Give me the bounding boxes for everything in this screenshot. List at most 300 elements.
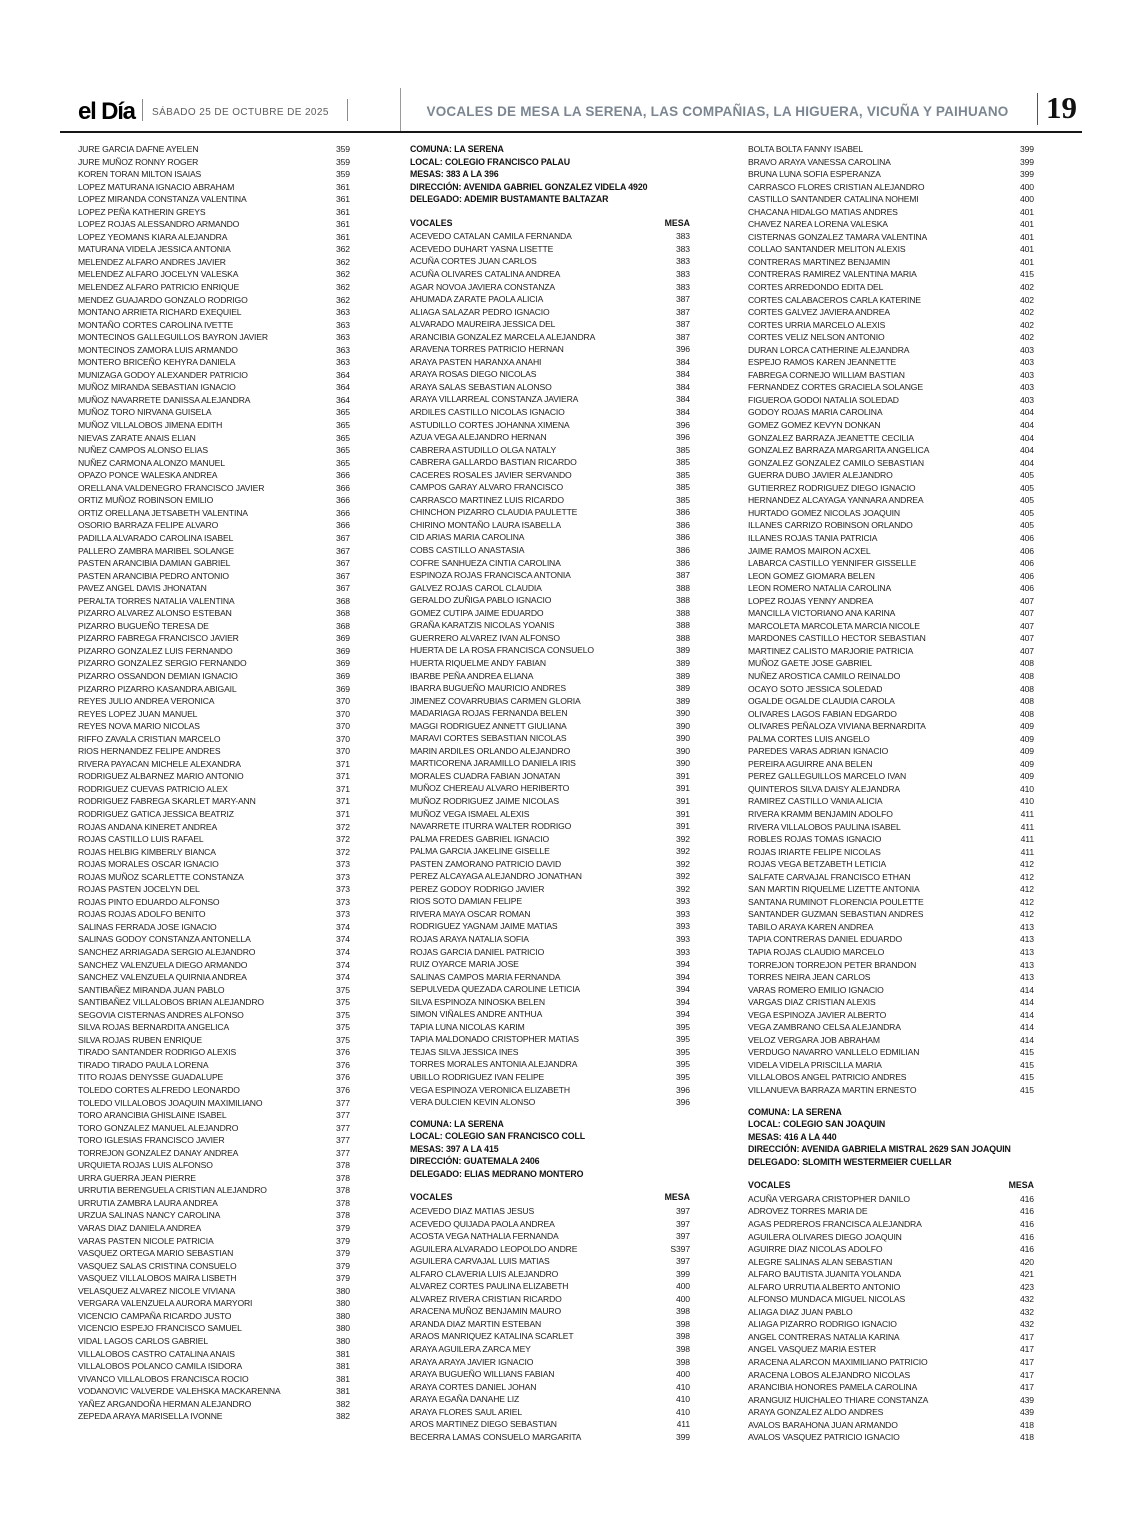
vocal-row: [410, 281, 690, 294]
vocal-row: [748, 733, 1034, 746]
vocal-row: [748, 1256, 1034, 1269]
vocal-name: MORALES CUADRA FABIAN JONATAN: [410, 770, 561, 781]
vocal-name: PIZARRO FABREGA FRANCISCO JAVIER: [78, 633, 239, 644]
mesa-number: 373: [335, 884, 350, 895]
vocal-name: AGUILERA ALVARADO LEOPOLDO ANDRE: [410, 1243, 578, 1254]
vocal-row: [748, 482, 1034, 495]
vocal-row: [78, 306, 350, 319]
vocal-row: [78, 143, 350, 156]
vocal-row: [410, 782, 690, 795]
vocal-name: ROJAS HELBIG KIMBERLY BIANCA: [78, 846, 216, 857]
mesa-number: 403: [1019, 344, 1034, 355]
vocal-row: [410, 1268, 690, 1281]
vocal-row: [748, 770, 1034, 783]
column-3: [748, 143, 1034, 1444]
vocal-row: [78, 1222, 350, 1235]
mesa-number: 406: [1019, 545, 1034, 556]
vocal-row: [748, 331, 1034, 344]
vocal-name: RAMIREZ CASTILLO VANIA ALICIA: [748, 796, 883, 807]
mesa-number: 401: [1019, 244, 1034, 255]
vocal-name: MARTINEZ CALISTO MARJORIE PATRICIA: [748, 645, 914, 656]
mesa-number: 399: [675, 1431, 690, 1442]
vocal-row: [410, 732, 690, 745]
vocal-row: [78, 532, 350, 545]
vocal-row: [748, 1071, 1034, 1084]
vocal-row: [410, 983, 690, 996]
mesa-number: 400: [675, 1281, 690, 1292]
mesa-number: 417: [1019, 1357, 1034, 1368]
vocal-row: [410, 544, 690, 557]
vocal-name: PIZARRO ALVAREZ ALONSO ESTEBAN: [78, 608, 232, 619]
mesa-number: 387: [675, 306, 690, 317]
mesa-number: 391: [675, 808, 690, 819]
mesa-number: 381: [335, 1348, 350, 1359]
vocal-name: ROJAS PINTO EDUARDO ALFONSO: [78, 896, 220, 907]
vocales-list-san-francisco-coll: [410, 1205, 690, 1443]
vocal-name: RODRIGUEZ GATICA JESSICA BEATRIZ: [78, 808, 234, 819]
vocal-name: TITO ROJAS DENYSSE GUADALUPE: [78, 1072, 224, 1083]
vocal-name: MARCOLETA MARCOLETA MARCIA NICOLE: [748, 620, 920, 631]
vocal-row: [78, 984, 350, 997]
mesa-number: 369: [335, 658, 350, 669]
mesa-number: 398: [675, 1306, 690, 1317]
vocal-name: ACOSTA VEGA NATHALIA FERNANDA: [410, 1231, 559, 1242]
vocal-row: [410, 971, 690, 984]
vocal-row: [748, 1293, 1034, 1306]
mesa-number: 377: [335, 1135, 350, 1146]
vocal-row: [78, 218, 350, 231]
mesa-number: 380: [335, 1298, 350, 1309]
mesa-number: 383: [675, 243, 690, 254]
vocales-column-label: VOCALES: [748, 1180, 791, 1191]
vocal-name: MANCILLA VICTORIANO ANA KARINA: [748, 608, 896, 619]
mesa-number: 387: [675, 319, 690, 330]
vocal-row: [410, 833, 690, 846]
page-number-divider: [1037, 93, 1038, 125]
vocal-name: CHIRINO MONTAÑO LAURA ISABELLA: [410, 519, 562, 530]
vocal-name: ILLANES ROJAS TANIA PATRICIA: [748, 532, 878, 543]
vocal-row: [748, 1046, 1034, 1059]
mesa-number: 392: [675, 858, 690, 869]
vocal-name: TORREJON GONZALEZ DANAY ANDREA: [78, 1147, 239, 1158]
vocal-row: [410, 1343, 690, 1356]
mesa-number: 390: [675, 745, 690, 756]
vocal-name: PIZARRO BUGUEÑO TERESA DE: [78, 620, 209, 631]
vocal-row: [748, 959, 1034, 972]
vocal-row: [748, 557, 1034, 570]
vocal-name: ALIAGA PIZARRO RODRIGO IGNACIO: [748, 1319, 897, 1330]
vocal-row: [78, 519, 350, 532]
vocal-row: [78, 557, 350, 570]
location-info-line: DELEGADO: SLOMITH WESTERMEIER CUELLAR: [748, 1156, 952, 1167]
mesa-number: 361: [335, 181, 350, 192]
vocal-name: OCAYO SOTO JESSICA SOLEDAD: [748, 683, 883, 694]
vocal-row: [78, 243, 350, 256]
vocal-row: [748, 607, 1034, 620]
mesa-number: 367: [335, 583, 350, 594]
mesa-number: 400: [1019, 194, 1034, 205]
vocal-row: [410, 557, 690, 570]
mesa-number: 359: [335, 144, 350, 154]
mesa-number: 364: [335, 394, 350, 405]
vocal-name: AGUILERA OLIVARES DIEGO JOAQUIN: [748, 1231, 902, 1242]
vocal-row: [78, 419, 350, 432]
vocal-name: ARACENA MUÑOZ BENJAMIN MAURO: [410, 1306, 561, 1317]
vocal-row: [78, 1109, 350, 1122]
mesa-number: 384: [675, 407, 690, 418]
mesa-number: 393: [675, 896, 690, 907]
mesa-number: 409: [1019, 733, 1034, 744]
vocal-row: [410, 858, 690, 871]
vocal-name: SANCHEZ VALENZUELA DIEGO ARMANDO: [78, 959, 248, 970]
mesa-number: 399: [1019, 169, 1034, 180]
mesa-number: 411: [676, 1419, 690, 1430]
vocal-row: [78, 319, 350, 332]
vocal-name: JAIME RAMOS MAIRON ACXEL: [748, 545, 871, 556]
vocal-name: MARTICORENA JARAMILLO DANIELA IRIS: [410, 758, 576, 769]
location-info-colegio-francisco-palau: [410, 143, 690, 206]
vocal-row: [748, 758, 1034, 771]
mesa-number: 371: [335, 796, 350, 807]
vocal-name: ARAYA GONZALEZ ALDO ANDRES: [748, 1407, 884, 1418]
vocal-row: [410, 1356, 690, 1369]
vocal-row: [748, 1419, 1034, 1432]
vocal-name: AGUILERA CARVAJAL LUIS MATIAS: [410, 1256, 550, 1267]
vocal-name: GONZALEZ GONZALEZ CAMILO SEBASTIAN: [748, 457, 924, 468]
mesa-number: 389: [675, 695, 690, 706]
vocal-name: MUÑOZ NAVARRETE DANISSA ALEJANDRA: [78, 394, 251, 405]
vocal-name: ALIAGA DIAZ JUAN PABLO: [748, 1306, 853, 1317]
mesa-number: 374: [335, 934, 350, 945]
mesa-number: 391: [675, 770, 690, 781]
vocal-name: MARAVI CORTES SEBASTIAN NICOLAS: [410, 733, 567, 744]
vocal-name: SALINAS GODOY CONSTANZA ANTONELLA: [78, 934, 251, 945]
vocal-row: [748, 281, 1034, 294]
vocal-row: [410, 1368, 690, 1381]
vocal-name: BRUNA LUNA SOFIA ESPERANZA: [748, 169, 881, 180]
vocal-row: [410, 393, 690, 406]
vocal-row: [78, 871, 350, 884]
mesa-number: 405: [1019, 495, 1034, 506]
vocal-row: [78, 1410, 350, 1423]
mesa-number: 400: [675, 1293, 690, 1304]
vocal-name: GONZALEZ BARRAZA JEANETTE CECILIA: [748, 432, 915, 443]
vocal-row: [78, 632, 350, 645]
mesa-number: 365: [335, 407, 350, 418]
mesa-number: 381: [335, 1386, 350, 1397]
vocal-name: MELENDEZ ALFARO PATRICIO ENRIQUE: [78, 282, 240, 293]
vocal-row: [410, 820, 690, 833]
vocal-name: TOLEDO CORTES ALFREDO LEONARDO: [78, 1085, 240, 1096]
vocal-name: ARAYA ROSAS DIEGO NICOLAS: [410, 369, 537, 380]
vocal-name: COLLAO SANTANDER MELITON ALEXIS: [748, 244, 906, 255]
vocal-row: [78, 971, 350, 984]
vocal-row: [410, 268, 690, 281]
mesa-number: 413: [1019, 959, 1034, 970]
vocal-name: VARAS PASTEN NICOLE PATRICIA: [78, 1235, 214, 1246]
mesa-number: 418: [1019, 1432, 1034, 1443]
mesa-number: 375: [335, 1022, 350, 1033]
vocal-row: [410, 757, 690, 770]
mesa-number: 402: [1019, 307, 1034, 318]
vocal-name: CAMPOS GARAY ALVARO FRANCISCO: [410, 482, 564, 493]
mesa-number: 390: [675, 708, 690, 719]
mesa-number: 391: [675, 795, 690, 806]
divider-bar: [347, 99, 348, 121]
vocal-row: [748, 657, 1034, 670]
vocal-name: TAPIA MALDONADO CRISTOPHER MATIAS: [410, 1034, 579, 1045]
vocal-row: [410, 481, 690, 494]
mesa-number: 398: [675, 1331, 690, 1342]
vocal-row: [78, 921, 350, 934]
table-header: [410, 217, 690, 230]
vocal-row: [748, 1243, 1034, 1256]
mesa-number: 365: [335, 445, 350, 456]
mesa-number: 375: [335, 1034, 350, 1045]
vocal-row: [748, 356, 1034, 369]
vocal-row: [748, 996, 1034, 1009]
mesa-number: 405: [1019, 520, 1034, 531]
vocal-row: [410, 506, 690, 519]
vocal-name: PEREZ ALCAYAGA ALEJANDRO JONATHAN: [410, 871, 582, 882]
mesa-number: 363: [335, 307, 350, 318]
mesa-number: 416: [1019, 1244, 1034, 1255]
mesa-number: 377: [335, 1097, 350, 1108]
vocal-row: [78, 846, 350, 859]
vocal-row: [78, 444, 350, 457]
vocal-row: [78, 908, 350, 921]
vocal-row: [78, 193, 350, 206]
vocal-row: [78, 394, 350, 407]
vocal-row: [78, 281, 350, 294]
vocal-row: [748, 883, 1034, 896]
mesa-number: 392: [675, 883, 690, 894]
mesa-number: 371: [335, 783, 350, 794]
vocal-name: LOPEZ ROJAS YENNY ANDREA: [748, 595, 874, 606]
vocal-row: [410, 607, 690, 620]
newspaper-logo: el Día: [78, 98, 135, 125]
vocal-row: [410, 845, 690, 858]
vocal-row: [748, 1356, 1034, 1369]
mesa-number: 391: [675, 821, 690, 832]
vocales-list-san-francisco-coll-continued: [748, 143, 1034, 1097]
vocal-row: [78, 695, 350, 708]
mesa-number: 370: [335, 696, 350, 707]
mesa-number: 382: [335, 1411, 350, 1422]
vocal-row: [78, 494, 350, 507]
mesa-number: 370: [335, 733, 350, 744]
mesa-number: 375: [335, 997, 350, 1008]
vocal-name: ROJAS VEGA BETZABETH LETICIA: [748, 859, 887, 870]
vocal-row: [748, 833, 1034, 846]
vocal-name: ACEVEDO DUHART YASNA LISETTE: [410, 243, 554, 254]
vocal-name: ARACENA LOBOS ALEJANDRO NICOLAS: [748, 1369, 911, 1380]
mesa-number: 369: [335, 670, 350, 681]
vocal-row: [410, 1008, 690, 1021]
mesa-number: 398: [675, 1318, 690, 1329]
vocal-row: [78, 896, 350, 909]
vocal-row: [410, 331, 690, 344]
mesa-number: 365: [335, 432, 350, 443]
vocal-name: MONTECINOS GALLEGUILLOS BAYRON JAVIER: [78, 332, 268, 343]
mesa-number: 367: [335, 558, 350, 569]
vocal-row: [748, 632, 1034, 645]
vocal-name: URRA GUERRA JEAN PIERRE: [78, 1172, 196, 1183]
mesa-number: 373: [335, 871, 350, 882]
mesa-number: 372: [335, 821, 350, 832]
vocal-row: [748, 143, 1034, 156]
vocal-row: [748, 1331, 1034, 1344]
vocal-name: AGAS PEDREROS FRANCISCA ALEJANDRA: [748, 1219, 922, 1230]
vocales-column-label: VOCALES: [410, 217, 453, 228]
vocal-name: ORTIZ ORELLANA JETSABETH VALENTINA: [78, 507, 248, 518]
vocal-name: ARANDA DIAZ MARTIN ESTEBAN: [410, 1318, 542, 1329]
vocal-name: PALMA CORTES LUIS ANGELO: [748, 733, 870, 744]
vocal-row: [748, 381, 1034, 394]
vocal-row: [748, 795, 1034, 808]
vocal-row: [748, 933, 1034, 946]
vocal-name: TEJAS SILVA JESSICA INES: [410, 1046, 519, 1057]
vocal-name: VERA DULCIEN KEVIN ALONSO: [410, 1097, 536, 1108]
mesa-number: 364: [335, 369, 350, 380]
vocal-name: CID ARIAS MARIA CAROLINA: [410, 532, 525, 543]
vocal-name: RUIZ OYARCE MARIA JOSE: [410, 959, 519, 970]
vocal-name: MONTANO ARRIETA RICHARD EXEQUIEL: [78, 307, 242, 318]
vocal-name: PAREDES VARAS ADRIAN IGNACIO: [748, 746, 889, 757]
mesa-number: 412: [1019, 896, 1034, 907]
mesa-number: 387: [675, 294, 690, 305]
vocal-name: CORTES ARREDONDO EDITA DEL: [748, 282, 884, 293]
vocal-name: PEREIRA AGUIRRE ANA BELEN: [748, 758, 873, 769]
vocal-row: [748, 908, 1034, 921]
vocal-name: TAPIA ROJAS CLAUDIO MARCELO: [748, 947, 885, 957]
vocal-name: ESPINOZA ROJAS FRANCISCA ANTONIA: [410, 570, 571, 581]
vocal-name: TIRADO TIRADO PAULA LORENA: [78, 1059, 209, 1070]
vocales-list-san-joaquin: [748, 1193, 1034, 1444]
vocal-row: [78, 1084, 350, 1097]
vocal-name: CABRERA GALLARDO BASTIAN RICARDO: [410, 457, 577, 468]
vocal-name: TORRES NEIRA JEAN CARLOS: [748, 972, 871, 983]
vocal-row: [78, 1285, 350, 1298]
vocal-row: [78, 545, 350, 558]
vocal-row: [410, 707, 690, 720]
vocal-name: PIZARRO PIZARRO KASANDRA ABIGAIL: [78, 683, 237, 694]
vocal-row: [78, 268, 350, 281]
mesa-number: 396: [675, 432, 690, 443]
vocal-row: [78, 758, 350, 771]
vocal-row: [410, 406, 690, 419]
vocal-name: GODOY ROJAS MARIA CAROLINA: [748, 407, 883, 418]
mesa-number: 393: [675, 921, 690, 932]
vocal-name: ROJAS ROJAS ADOLFO BENITO: [78, 909, 206, 920]
vocal-row: [78, 294, 350, 307]
vocal-name: MONTERO BRICEÑO KEHYRA DANIELA: [78, 357, 236, 368]
vocal-name: ACEVEDO CATALAN CAMILA FERNANDA: [410, 231, 572, 242]
vocal-row: [410, 1293, 690, 1306]
vocal-row: [410, 1318, 690, 1331]
vocal-row: [748, 181, 1034, 194]
vocal-row: [410, 1205, 690, 1218]
location-info-line: DELEGADO: ADEMIR BUSTAMANTE BALTAZAR: [410, 194, 609, 205]
vocal-name: GALVEZ ROJAS CAROL CLAUDIA: [410, 582, 542, 593]
vocal-row: [410, 1046, 690, 1059]
vocal-row: [410, 456, 690, 469]
mesa-number: 374: [335, 921, 350, 932]
vocal-name: TOLEDO VILLALOBOS JOAQUIN MAXIMILIANO: [78, 1097, 263, 1108]
mesa-number: 372: [335, 846, 350, 857]
vocal-name: AGAR NOVOA JAVIERA CONSTANZA: [410, 281, 555, 292]
vocal-row: [78, 356, 350, 369]
vocal-name: OLIVARES LAGOS FABIAN EDGARDO: [748, 708, 897, 719]
mesa-number: 409: [1019, 758, 1034, 769]
vocal-name: CACERES ROSALES JAVIER SERVANDO: [410, 469, 572, 480]
mesa-number: 406: [1019, 558, 1034, 569]
vocal-name: HURTADO GOMEZ NICOLAS JOAQUIN: [748, 507, 900, 518]
vocal-name: YAÑEZ ARGANDOÑA HERMAN ALEJANDRO: [78, 1398, 252, 1409]
mesa-number: 420: [1019, 1256, 1034, 1267]
vocal-row: [78, 1272, 350, 1285]
vocal-row: [748, 871, 1034, 884]
vocal-name: CORTES VELIZ NELSON ANTONIO: [748, 332, 885, 343]
vocal-row: [78, 1385, 350, 1398]
column-1: [78, 143, 350, 1423]
vocal-row: [78, 959, 350, 972]
mesa-number: 370: [335, 708, 350, 719]
vocal-name: MAGGI RODRIGUEZ ANNETT GIULIANA: [410, 720, 567, 731]
mesa-number: 415: [1019, 269, 1034, 280]
location-info-line: COMUNA: LA SERENA: [410, 144, 504, 154]
vocal-name: AVALOS VASQUEZ PATRICIO IGNACIO: [748, 1432, 900, 1443]
mesa-number: 366: [335, 470, 350, 481]
vocal-name: PALLERO ZAMBRA MARIBEL SOLANGE: [78, 545, 234, 556]
vocal-row: [748, 344, 1034, 357]
vocal-row: [410, 243, 690, 256]
mesa-number: 394: [675, 959, 690, 970]
mesa-number: 359: [335, 169, 350, 180]
vocal-name: RIOS HERNANDEZ FELIPE ANDRES: [78, 746, 221, 757]
mesa-number: 396: [675, 1097, 690, 1108]
vocal-name: ORTIZ MUÑOZ ROBINSON EMILIO: [78, 495, 214, 506]
vocal-row: [78, 933, 350, 946]
vocal-row: [78, 1297, 350, 1310]
vocal-name: ARAYA BUGUEÑO WILLIANS FABIAN: [410, 1369, 555, 1380]
vocal-name: PASTEN ARANCIBIA DAMIAN GABRIEL: [78, 558, 231, 569]
vocal-name: SALINAS CAMPOS MARIA FERNANDA: [410, 971, 561, 982]
vocal-name: SANTANDER GUZMAN SEBASTIAN ANDRES: [748, 909, 924, 920]
vocal-row: [410, 255, 690, 268]
mesa-number: 379: [335, 1235, 350, 1246]
vocal-row: [78, 469, 350, 482]
mesa-number: 407: [1019, 645, 1034, 656]
vocal-name: PALMA GARCIA JAKELINE GISELLE: [410, 846, 550, 857]
vocal-name: MUÑOZ VILLALOBOS JIMENA EDITH: [78, 420, 223, 431]
vocal-name: PASTEN ARANCIBIA PEDRO ANTONIO: [78, 570, 229, 581]
vocal-name: URRUTIA BERENGUELA CRISTIAN ALEJANDRO: [78, 1185, 267, 1196]
vocal-name: CHAVEZ NAREA LORENA VALESKA: [748, 219, 888, 230]
vocal-name: BRAVO ARAYA VANESSA CAROLINA: [748, 156, 891, 167]
mesa-number: 408: [1019, 708, 1034, 719]
mesa-number: 408: [1019, 696, 1034, 707]
vocal-name: ROJAS IRIARTE FELIPE NICOLAS: [748, 846, 881, 857]
mesa-number: 395: [675, 1046, 690, 1057]
mesa-number: 369: [335, 633, 350, 644]
vocal-name: UBILLO RODRIGUEZ IVAN FELIPE: [410, 1072, 545, 1082]
vocal-row: [78, 607, 350, 620]
vocal-row: [748, 168, 1034, 181]
mesa-number: 379: [335, 1223, 350, 1234]
vocal-row: [410, 682, 690, 695]
mesa-number: 395: [675, 1021, 690, 1032]
